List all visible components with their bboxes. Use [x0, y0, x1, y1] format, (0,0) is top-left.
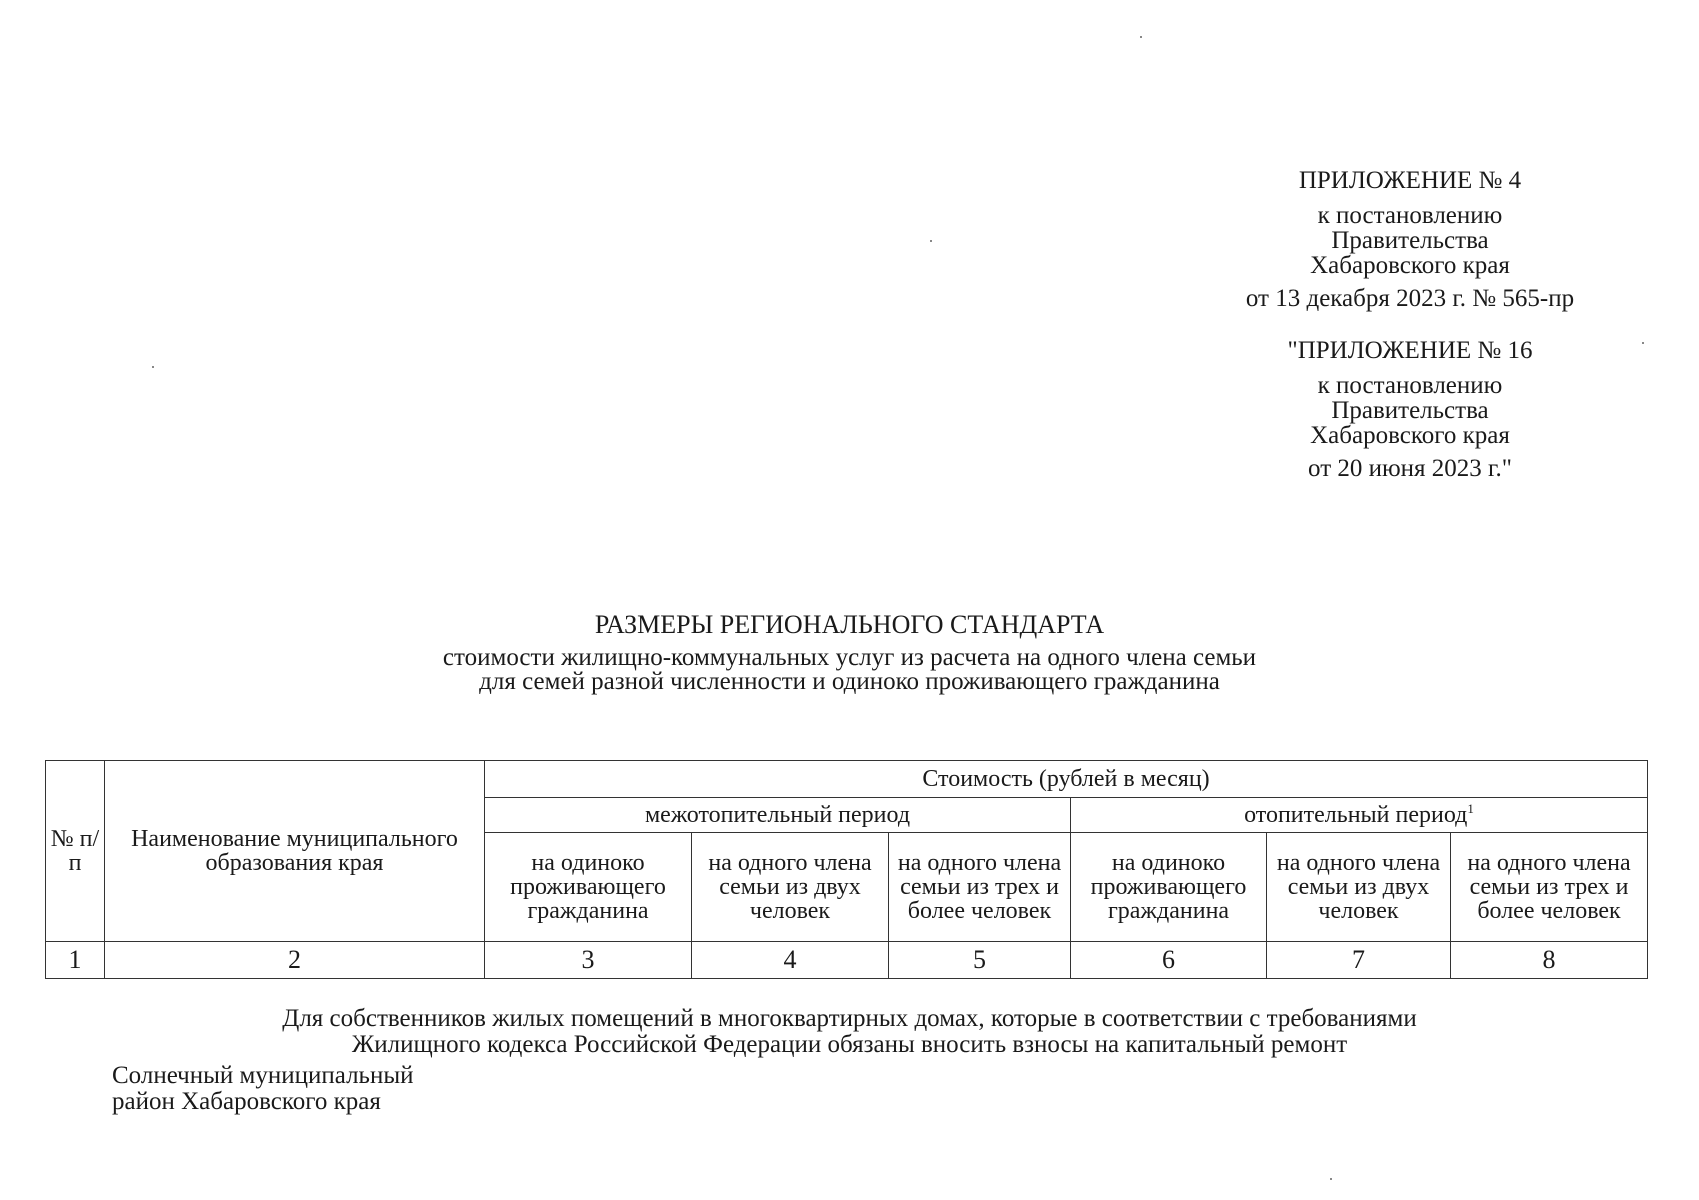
- appendix-block-amended: [1200, 338, 1620, 481]
- column-number: 1: [46, 942, 105, 979]
- scan-speck: [930, 240, 932, 242]
- column-number: 3: [485, 942, 692, 979]
- appendix-date: от 13 декабря 2023 г. № 565-пр: [1245, 285, 1575, 312]
- municipality-name: [112, 1063, 414, 1115]
- scan-speck: [1330, 1178, 1332, 1180]
- section-heading-line: Для собственников жилых помещений в многоквартирных домах, которые в соответствии с требованиями: [282, 1005, 1417, 1032]
- section-heading-line: Жилищного кодекса Российской Федерации обязаны вносить взносы на капитальный ремонт: [351, 1031, 1348, 1058]
- appendix-line: к постановлению: [1317, 372, 1503, 399]
- heating-period-label: отопительный период: [1244, 802, 1468, 828]
- column-number: 4: [692, 942, 889, 979]
- header-heating-period: [1071, 798, 1648, 833]
- appendix-line: Правительства: [1331, 397, 1489, 424]
- municipality-name-line: Солнечный муниципальный: [112, 1062, 414, 1089]
- scan-speck: [1140, 36, 1142, 38]
- column-number: 6: [1071, 942, 1267, 979]
- appendix-line: Правительства: [1331, 227, 1489, 254]
- subheader-family-of-three-plus: на одного члена семьи из трех и более человек: [1451, 833, 1648, 942]
- column-number: 8: [1451, 942, 1648, 979]
- subheader-family-of-two: на одного члена семьи из двух человек: [692, 833, 889, 942]
- scan-speck: [1642, 342, 1644, 344]
- appendix-block-current: [1200, 168, 1620, 311]
- appendix-heading: "ПРИЛОЖЕНИЕ № 16: [1287, 337, 1533, 364]
- appendix-date: от 20 июня 2023 г.": [1308, 455, 1512, 482]
- subheader-family-of-three-plus: на одного члена семьи из трех и более человек: [889, 833, 1071, 942]
- header-non-heating-period: межотопительный период: [485, 798, 1071, 833]
- section-heading: [0, 1006, 1699, 1058]
- column-number: 7: [1267, 942, 1451, 979]
- subtitle-line: для семей разной численности и одиноко проживающего гражданина: [479, 668, 1220, 695]
- subheader-single-resident: на одиноко проживающего гражданина: [1071, 833, 1267, 942]
- scan-speck: [152, 366, 154, 368]
- subheader-single-resident: на одиноко проживающего гражданина: [485, 833, 692, 942]
- document-title: РАЗМЕРЫ РЕГИОНАЛЬНОГО СТАНДАРТА: [594, 610, 1105, 639]
- header-municipality-name: Наименование муниципального образования края: [105, 761, 485, 942]
- document-subtitle: [0, 646, 1699, 694]
- appendix-line: Хабаровского края: [1310, 252, 1510, 279]
- standard-cost-table: [45, 760, 1648, 979]
- footnote-marker: 1: [1467, 801, 1474, 816]
- header-cost: Стоимость (рублей в месяц): [485, 761, 1648, 798]
- column-number: 5: [889, 942, 1071, 979]
- subtitle-line: стоимости жилищно-коммунальных услуг из расчета на одного члена семьи: [442, 644, 1257, 671]
- header-row-number: № п/п: [46, 761, 105, 942]
- appendix-line: к постановлению: [1317, 202, 1503, 229]
- appendix-line: Хабаровского края: [1310, 422, 1510, 449]
- column-number: 2: [105, 942, 485, 979]
- municipality-name-line: район Хабаровского края: [112, 1088, 381, 1115]
- appendix-heading: ПРИЛОЖЕНИЕ № 4: [1298, 167, 1522, 194]
- column-number-row: [46, 942, 1648, 979]
- subheader-family-of-two: на одного члена семьи из двух человек: [1267, 833, 1451, 942]
